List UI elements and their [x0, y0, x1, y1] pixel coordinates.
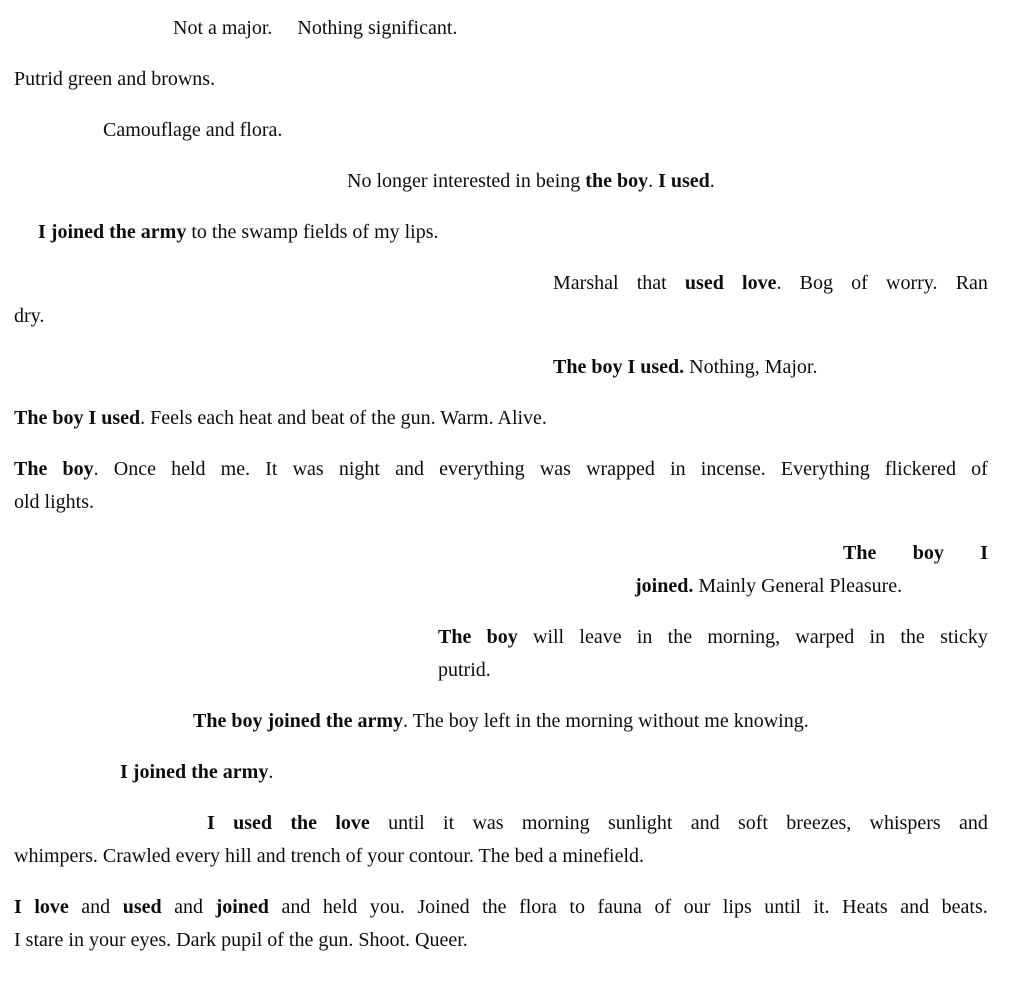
poem-word: love: [34, 896, 69, 918]
poem-word: the: [667, 626, 693, 648]
poem-word: used: [233, 812, 273, 834]
poem-word: in: [670, 458, 686, 480]
poem-line: [14, 840, 988, 873]
poem-word: and: [174, 896, 204, 918]
poem-word: was: [292, 458, 324, 480]
poem-word: Marshal: [553, 272, 619, 294]
poem-word: it: [443, 812, 455, 834]
poem-word: boy: [486, 626, 518, 648]
poem-word: and: [395, 458, 425, 480]
poem-paragraph: [14, 705, 988, 738]
poem-word: used: [122, 896, 162, 918]
poem-word: The: [843, 542, 877, 564]
text-segment: dry.: [14, 305, 45, 327]
poem-paragraph: [14, 165, 988, 198]
poem-paragraph: [14, 756, 988, 789]
poem-line: [14, 63, 988, 96]
text-segment: Not a major. Nothing significant.: [173, 17, 458, 39]
poem-word: boy.: [62, 458, 99, 480]
text-segment: Mainly General Pleasure.: [693, 575, 903, 597]
text-segment: I stare in your eyes. Dark pupil of the gun. Shoot. Queer.: [14, 929, 468, 951]
poem-word: leave: [579, 626, 622, 648]
poem-word: me.: [220, 458, 251, 480]
text-segment: .: [648, 170, 659, 192]
poem-word: to: [569, 896, 585, 918]
text-segment: The boy I used.: [553, 356, 685, 378]
poem-line: [553, 267, 988, 300]
text-segment: . The boy left in the morning without me knowing.: [403, 710, 809, 732]
poem-word: wrapped: [586, 458, 655, 480]
poem-paragraph: [14, 807, 988, 873]
poem-word: The: [438, 626, 472, 648]
poem-word: whispers: [869, 812, 941, 834]
poem-word: held: [322, 896, 358, 918]
poem-word: and: [81, 896, 111, 918]
poem-word: worry.: [886, 272, 938, 294]
poem-word: Bog: [799, 272, 833, 294]
poem-word: Joined: [417, 896, 470, 918]
poem-line: [14, 924, 988, 957]
poem-word: sticky: [940, 626, 988, 648]
text-segment: Nothing, Major.: [684, 356, 818, 378]
poem-paragraph: [14, 114, 988, 147]
poem-word: and: [958, 812, 988, 834]
text-segment: .: [709, 170, 715, 192]
poem-paragraph: [14, 12, 988, 45]
text-segment: the boy: [585, 170, 649, 192]
poem-word: I: [14, 896, 22, 918]
poem-word: will: [533, 626, 565, 648]
poem-word: Everything: [780, 458, 870, 480]
poem-word: of: [654, 896, 672, 918]
poem-line: [438, 654, 988, 687]
poem-paragraph: [14, 63, 988, 96]
poem-word: breezes,: [786, 812, 852, 834]
poem-word: that: [636, 272, 667, 294]
poem-word: was: [539, 458, 571, 480]
poem-word: morning: [521, 812, 590, 834]
poem-word: The: [14, 458, 48, 480]
poem-line: [635, 570, 988, 603]
poem-word: warped: [795, 626, 855, 648]
poem-word: love: [335, 812, 370, 834]
text-segment: I used: [658, 170, 710, 192]
poem-word: Heats: [842, 896, 888, 918]
poem-word: and: [281, 896, 311, 918]
poem-line: [207, 807, 988, 840]
poem-word: until: [764, 896, 801, 918]
poem-word: fauna: [597, 896, 642, 918]
poem-word: It: [265, 458, 278, 480]
poem-line: [173, 12, 988, 45]
poem-word: our: [683, 896, 711, 918]
poem-line: [438, 621, 988, 654]
poem-line: [14, 486, 988, 519]
text-segment: No longer interested in being: [347, 170, 586, 192]
poem-word: held: [171, 458, 206, 480]
poem-word: morning,: [707, 626, 781, 648]
text-segment: Putrid green and browns.: [14, 68, 216, 90]
poem-word: love.: [742, 272, 782, 294]
poem-word: sunlight: [608, 812, 673, 834]
text-segment: I joined the army: [120, 761, 269, 783]
poem-word: Ran: [955, 272, 988, 294]
poem-line: [553, 351, 988, 384]
text-segment: The boy I used: [14, 407, 141, 429]
poem-paragraph: [14, 351, 988, 384]
poem-word: flickered: [884, 458, 956, 480]
poem-word: used: [684, 272, 724, 294]
poem-word: I: [207, 812, 215, 834]
poem-word: the: [290, 812, 317, 834]
poem-word: lips: [722, 896, 752, 918]
poem-line: [14, 402, 988, 435]
text-segment: I joined the army: [38, 221, 187, 243]
text-segment: old lights.: [14, 491, 95, 513]
poem-line: [38, 216, 988, 249]
poem-word: and: [900, 896, 930, 918]
poem-paragraph: [14, 453, 988, 519]
text-segment: joined.: [635, 575, 694, 597]
text-segment: The boy joined the army: [193, 710, 403, 732]
poem-word: of: [851, 272, 868, 294]
text-segment: . Feels each heat and beat of the gun. Warm. Alive.: [140, 407, 547, 429]
poem-word: Once: [113, 458, 156, 480]
poem-line: [347, 165, 988, 198]
poem-word: until: [388, 812, 425, 834]
poem-word: of: [971, 458, 988, 480]
poem-word: you.: [369, 896, 405, 918]
poem-line: [120, 756, 988, 789]
poem-word: everything: [439, 458, 525, 480]
poem-line: [193, 705, 988, 738]
poem-word: I: [980, 542, 988, 564]
text-segment: whimpers. Crawled every hill and trench of your contour. The bed a minefield.: [14, 845, 644, 867]
poem-paragraph: [14, 267, 988, 333]
poem-word: it.: [813, 896, 830, 918]
poem-paragraph: [14, 621, 988, 687]
poem-paragraph: [14, 402, 988, 435]
poem-word: the: [900, 626, 925, 648]
poem-word: night: [338, 458, 380, 480]
poem-word: flora: [519, 896, 557, 918]
poem-word: in: [636, 626, 653, 648]
poem-word: was: [472, 812, 504, 834]
text-segment: .: [268, 761, 274, 783]
poem-paragraph: [14, 891, 988, 957]
poem-line: [843, 537, 988, 570]
poem-line: [14, 300, 988, 333]
poem-text: [14, 12, 988, 957]
poem-paragraph: [14, 216, 988, 249]
poem-line: [14, 891, 988, 924]
text-segment: putrid.: [438, 659, 491, 681]
poem-word: beats.: [941, 896, 988, 918]
poem-word: soft: [737, 812, 768, 834]
poem-word: incense.: [700, 458, 766, 480]
poem-word: in: [869, 626, 886, 648]
poem-word: joined: [215, 896, 269, 918]
poem-word: the: [482, 896, 507, 918]
poem-line: [14, 453, 988, 486]
poem-paragraph: [14, 537, 988, 603]
poem-word: boy: [912, 542, 944, 564]
text-segment: Camouflage and flora.: [103, 119, 283, 141]
poem-line: [103, 114, 988, 147]
text-segment: to the swamp fields of my lips.: [186, 221, 439, 243]
poem-word: and: [690, 812, 720, 834]
